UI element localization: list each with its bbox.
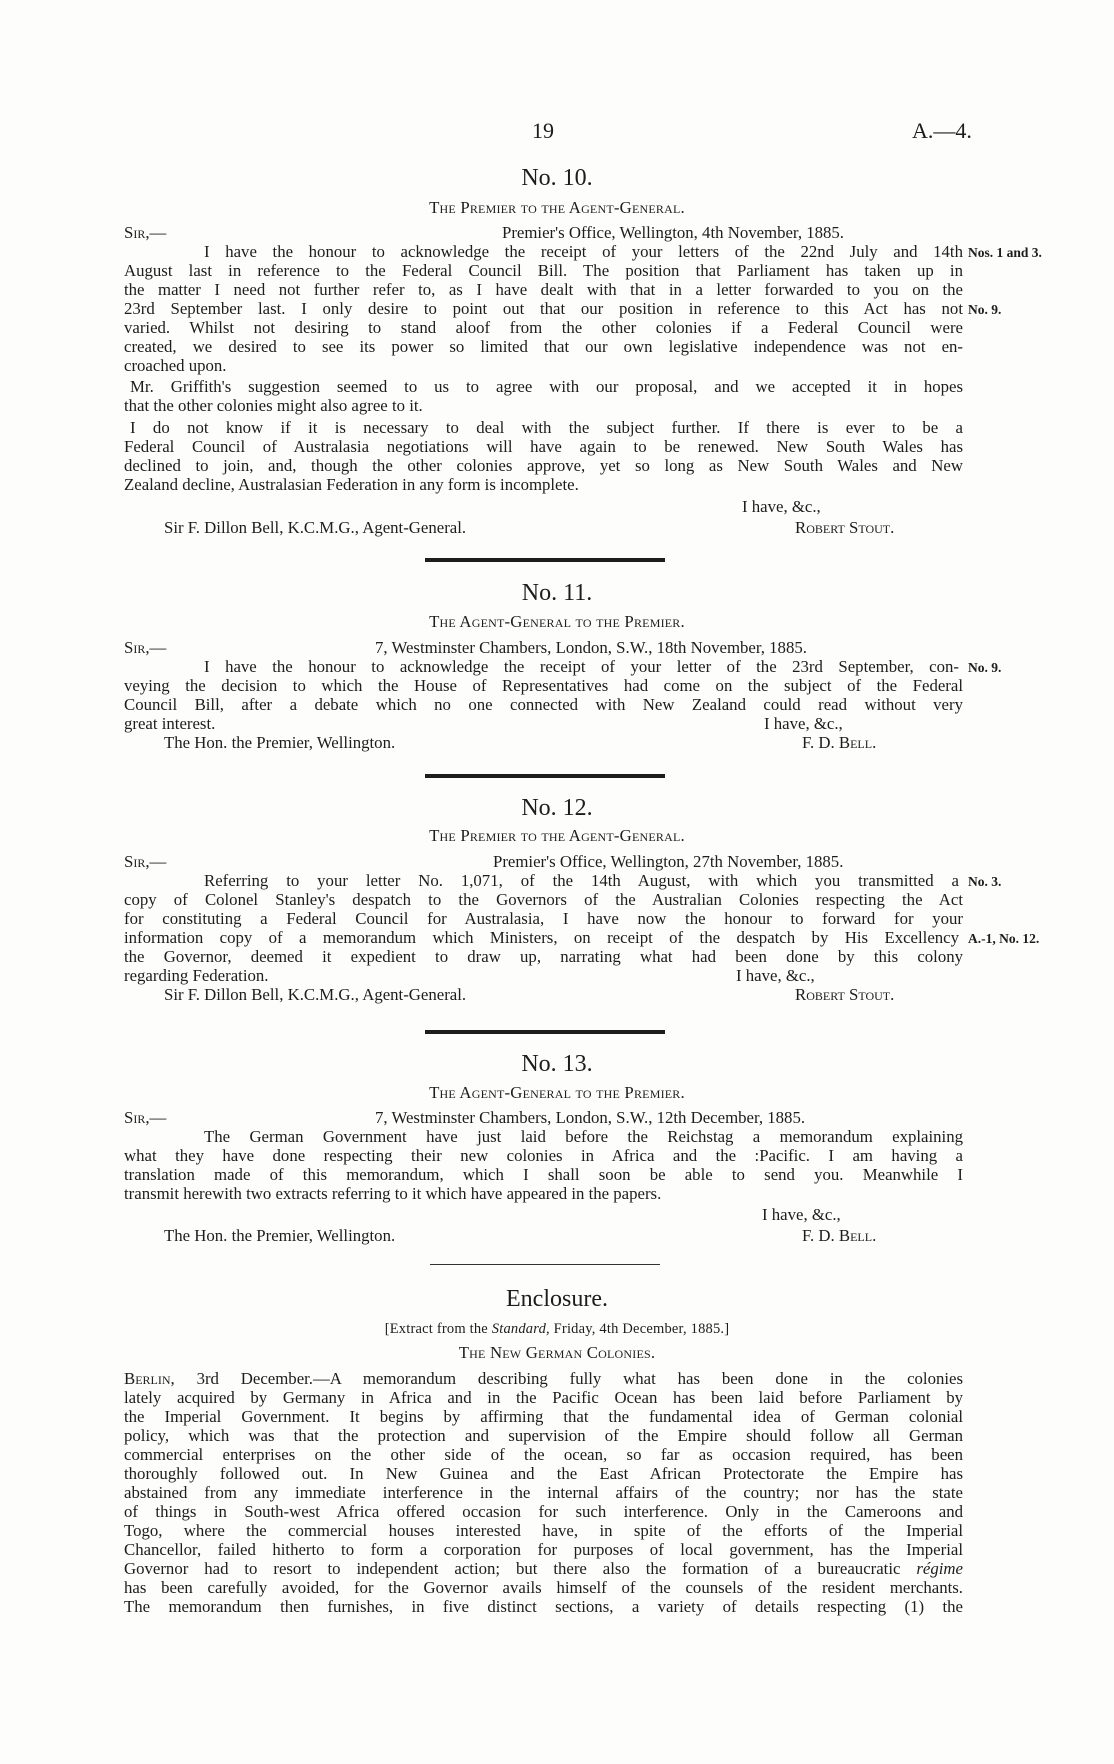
letter-11-title: No. 11.: [521, 580, 593, 606]
enclosure-line: abstained from any immediate interference in the internal affairs of the country; nor has the state: [124, 1483, 963, 1502]
enclosure-first-line: [124, 1369, 963, 1388]
enclosure-line: lately acquired by Germany in Africa and in the Pacific Ocean has been laid before Parliament by: [124, 1388, 963, 1407]
letter-12-address: Premier's Office, Wellington, 27th November, 1885.: [493, 852, 844, 871]
letter-10-line: Mr. Griffith's suggestion seemed to us to agree with our proposal, and we accepted it in hopes: [130, 377, 963, 396]
letter-10-title: No. 10.: [521, 165, 593, 191]
letter-10-line: Federal Council of Australasia negotiations will have again to be renewed. New South Wales has: [124, 437, 963, 456]
enclosure-line: [124, 1559, 963, 1578]
letter-10-closing: I have, &c.,: [742, 497, 821, 516]
enclosure-title: Enclosure.: [506, 1286, 608, 1312]
enclosure-extract-note: [0, 1319, 1114, 1339]
letter-12-closing: I have, &c.,: [736, 966, 815, 985]
letter-10-line: declined to join, and, though the other colonies approve, yet so long as New South Wales and New: [124, 456, 963, 475]
letter-10-line: 23rd September last. I only desire to point out that our position in reference to this Act has not: [124, 299, 963, 318]
letter-10-subtitle: The Premier to the Agent-General.: [429, 198, 685, 217]
letter-13-closing: I have, &c.,: [762, 1205, 841, 1224]
letter-13-subtitle: The Agent-General to the Premier.: [429, 1083, 685, 1102]
letter-11-address: 7, Westminster Chambers, London, S.W., 18th November, 1885.: [375, 638, 807, 657]
letter-10-addressee: Sir F. Dillon Bell, K.C.M.G., Agent-General.: [164, 518, 467, 537]
enclosure-line: The memorandum then furnishes, in five distinct sections, a variety of details respecting (1) the: [124, 1597, 963, 1616]
margin-note: Nos. 1 and 3.: [968, 245, 1042, 260]
letter-12-subtitle: The Premier to the Agent-General.: [429, 826, 685, 845]
enclosure-line: thoroughly followed out. In New Guinea and the East African Protectorate the Empire has: [124, 1464, 963, 1483]
extract-prefix: [Extract from the: [384, 1321, 492, 1337]
letter-10-line: varied. Whilst not desiring to stand aloof from the other colonies if a Federal Council were: [124, 318, 963, 337]
letter-13-line: translation made of this memorandum, which I shall soon be able to send you. Meanwhile I: [124, 1165, 963, 1184]
letter-11-addressee: The Hon. the Premier, Wellington.: [164, 733, 396, 752]
letter-11-signature: F. D. Bell.: [802, 733, 877, 752]
letter-10-line: created, we desired to see its power so limited that our own legislative independence was not en-: [124, 337, 963, 356]
letter-12-line: the Governor, deemed it expedient to draw up, narrating what had been done by this colony: [124, 947, 963, 966]
letter-11-line: veying the decision to which the House of Representatives had come on the subject of the Federal: [124, 676, 963, 695]
letter-11-closing: I have, &c.,: [764, 714, 843, 733]
letter-10-address: Premier's Office, Wellington, 4th November, 1885.: [502, 223, 844, 242]
letter-10-line: that the other colonies might also agree to it.: [124, 396, 423, 415]
letter-12-line: for constituting a Federal Council for Australasia, I have now the honour to forward for your: [124, 909, 963, 928]
letter-12-title: No. 12.: [521, 795, 593, 821]
letter-13-line: The German Government have just laid before the Reichstag a memorandum explaining: [204, 1127, 963, 1146]
section-divider: [430, 1264, 660, 1265]
page-reference: A.—4.: [912, 118, 972, 143]
letter-10-line: the matter I need not further refer to, as I have dealt with that in a letter forwarded to you on the: [124, 280, 963, 299]
margin-note: No. 3.: [968, 874, 1002, 889]
letter-12-line: Referring to your letter No. 1,071, of the 14th August, with which you transmitted a: [204, 871, 959, 890]
enclosure-heading: The New German Colonies.: [458, 1343, 656, 1362]
letter-11-salutation: Sir,—: [124, 638, 167, 657]
margin-note: No. 9.: [968, 302, 1002, 317]
letter-13-salutation: Sir,—: [124, 1108, 167, 1127]
letter-12-addressee: Sir F. Dillon Bell, K.C.M.G., Agent-General.: [164, 985, 467, 1004]
letter-11-line: Council Bill, after a debate which no one connected with New Zealand could read without very: [124, 695, 963, 714]
letter-11-subtitle: The Agent-General to the Premier.: [429, 612, 685, 631]
letter-13-line: transmit herewith two extracts referring to it which have appeared in the papers.: [124, 1184, 662, 1203]
letter-11-line: I have the honour to acknowledge the receipt of your letter of the 23rd September, con-: [204, 657, 959, 676]
letter-13-address: 7, Westminster Chambers, London, S.W., 12th December, 1885.: [375, 1108, 806, 1127]
extract-paper-name: Standard: [491, 1321, 547, 1337]
section-divider: [425, 774, 665, 778]
line-text: Governor had to resort to independent action; but there also the formation of a bureaucratic: [124, 1559, 917, 1578]
letter-13-signature: F. D. Bell.: [802, 1226, 877, 1245]
letter-13-title: No. 13.: [521, 1051, 593, 1077]
letter-10-salutation: Sir,—: [124, 223, 167, 242]
letter-12-salutation: Sir,—: [124, 852, 167, 871]
dateline-city: Berlin: [124, 1369, 171, 1388]
page-number: 19: [532, 118, 554, 143]
enclosure-line: the Imperial Government. It begins by affirming that the fundamental idea of German colonial: [124, 1407, 963, 1426]
letter-12-line: copy of Colonel Stanley's despatch to the Governors of the Australian Colonies respecting the Act: [124, 890, 963, 909]
letter-10-line: Zealand decline, Australasian Federation in any form is incomplete.: [124, 475, 579, 494]
enclosure-line: of things in South-west Africa offered occasion for such interference. Only in the Cameroons and: [124, 1502, 963, 1521]
letter-10-line: I do not know if it is necessary to deal with the subject further. If there is ever to be a: [130, 418, 963, 437]
letter-12-line: regarding Federation.: [124, 966, 269, 985]
enclosure-line: Chancellor, failed hitherto to form a corporation for purposes of local government, has the Imperial: [124, 1540, 963, 1559]
letter-13-line: what they have done respecting their new colonies in Africa and the :Pacific. I am having a: [124, 1146, 963, 1165]
letter-10-signature: Robert Stout.: [795, 518, 895, 537]
letter-13-addressee: The Hon. the Premier, Wellington.: [164, 1226, 396, 1245]
letter-12-line: information copy of a memorandum which Ministers, on receipt of the despatch by His Excellency: [124, 928, 959, 947]
enclosure-line: policy, which was that the protection and supervision of the Empire should follow all German: [124, 1426, 963, 1445]
extract-suffix: , Friday, 4th December, 1885.]: [546, 1321, 730, 1337]
section-divider: [425, 1030, 665, 1034]
letter-12-signature: Robert Stout.: [795, 985, 895, 1004]
dateline-rest: , 3rd December.—A memorandum describing fully what has been done in the colonies: [170, 1369, 963, 1388]
margin-note: No. 9.: [968, 660, 1002, 675]
section-divider: [425, 558, 665, 562]
enclosure-line: has been carefully avoided, for the Governor avails himself of the counsels of the resident merchants.: [124, 1578, 963, 1597]
enclosure-line: Togo, where the commercial houses interested have, in spite of the efforts of the Imperial: [124, 1521, 963, 1540]
enclosure-line: commercial enterprises on the other side of the ocean, so far as occasion required, has been: [124, 1445, 963, 1464]
letter-10-line: croached upon.: [124, 356, 227, 375]
letter-10-line: I have the honour to acknowledge the receipt of your letters of the 22nd July and 14th: [204, 242, 963, 261]
letter-10-line: August last in reference to the Federal Council Bill. The position that Parliament has taken up in: [124, 261, 963, 280]
letter-11-line: great interest.: [124, 714, 216, 733]
italic-word: régime: [916, 1559, 963, 1578]
margin-note: A.-1, No. 12.: [968, 931, 1040, 946]
